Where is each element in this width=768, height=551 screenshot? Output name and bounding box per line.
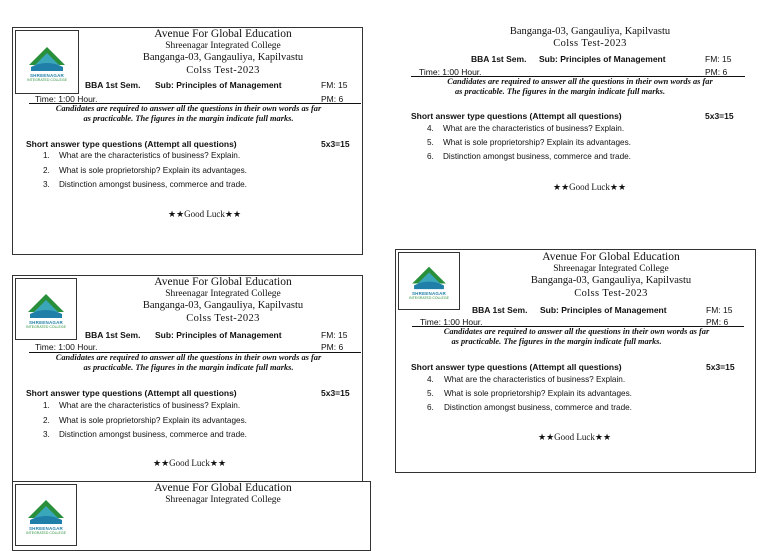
instructions-line-1: Candidates are required to answer all the questions in their own words as far bbox=[443, 327, 710, 336]
test-title: Colss Test-2023 bbox=[574, 288, 648, 299]
college-name: Shreenagar Integrated College bbox=[165, 289, 281, 299]
section-marks: 5x3=15 bbox=[706, 362, 735, 372]
instructions-line-1: Candidates are required to answer all the questions in their own words as far bbox=[55, 353, 322, 362]
instructions-line-2: as practicable. The figures in the margin indicate full marks. bbox=[83, 363, 294, 372]
good-luck: ★★Good Luck★★ bbox=[153, 458, 227, 468]
org-name: Avenue For Global Education bbox=[154, 482, 292, 494]
full-marks: FM: 15 bbox=[321, 80, 348, 90]
college-name: Shreenagar Integrated College bbox=[553, 264, 669, 274]
pass-marks: PM: 6 bbox=[321, 342, 344, 352]
college-logo-icon bbox=[27, 43, 67, 73]
logo-name: SHREENAGAR bbox=[411, 290, 446, 296]
question-number: 4. bbox=[427, 124, 434, 133]
question-number: 3. bbox=[43, 430, 50, 439]
address: Banganga-03, Gangauliya, Kapilvastu bbox=[142, 300, 304, 311]
question-paper-1 bbox=[12, 27, 363, 255]
question-text: Distinction amongst business, commerce and trade. bbox=[59, 430, 247, 439]
instructions-line-2: as practicable. The figures in the margin indicate full marks. bbox=[451, 337, 662, 346]
logo-subtitle: INTEGRATED COLLEGE bbox=[409, 295, 449, 300]
good-luck: ★★Good Luck★★ bbox=[538, 432, 612, 442]
question-paper-5 bbox=[12, 481, 371, 551]
college-logo bbox=[15, 30, 79, 94]
section-heading: Short answer type questions (Attempt all questions) bbox=[26, 139, 237, 149]
question-text: Distinction amongst business, commerce and trade. bbox=[443, 152, 631, 161]
question-number: 6. bbox=[427, 403, 434, 412]
section-heading: Short answer type questions (Attempt all questions) bbox=[411, 111, 622, 121]
address: Banganga-03, Gangauliya, Kapilvastu bbox=[142, 52, 304, 63]
college-logo bbox=[15, 278, 77, 340]
instructions-line-1: Candidates are required to answer all the questions in their own words as far bbox=[55, 104, 322, 113]
instructions-line-2: as practicable. The figures in the margin indicate full marks. bbox=[454, 87, 666, 96]
question-number: 5. bbox=[427, 138, 434, 147]
question-text: Distinction amongst business, commerce and trade. bbox=[444, 403, 632, 412]
class-label: BBA 1st Sem. bbox=[472, 305, 528, 315]
section-heading: Short answer type questions (Attempt all questions) bbox=[26, 388, 237, 398]
logo-subtitle: INTEGRATED COLLEGE bbox=[27, 77, 67, 82]
college-logo-icon bbox=[409, 263, 449, 291]
question-text: What are the characteristics of business? Explain. bbox=[444, 375, 626, 384]
test-title: Colss Test-2023 bbox=[186, 313, 260, 324]
question-number: 3. bbox=[43, 180, 50, 189]
question-paper-3 bbox=[12, 275, 363, 485]
question-text: What is sole proprietorship? Explain its advantages. bbox=[443, 138, 631, 147]
org-name: Avenue For Global Education bbox=[542, 251, 680, 263]
logo-name: SHREENAGAR bbox=[28, 319, 63, 325]
question-paper-4 bbox=[395, 249, 756, 473]
test-title: Colss Test-2023 bbox=[553, 38, 627, 49]
good-luck: ★★Good Luck★★ bbox=[553, 182, 627, 192]
full-marks: FM: 15 bbox=[321, 330, 348, 340]
org-name: Avenue For Global Education bbox=[154, 276, 292, 288]
class-label: BBA 1st Sem. bbox=[85, 330, 141, 340]
college-name: Shreenagar Integrated College bbox=[165, 495, 281, 505]
pass-marks: PM: 6 bbox=[706, 317, 729, 327]
time-label: Time: 1:00 Hour. bbox=[419, 67, 482, 77]
college-name: Shreenagar Integrated College bbox=[165, 41, 281, 51]
instructions-line-1: Candidates are required to answer all the questions in their own words as far bbox=[447, 77, 713, 86]
question-text: What are the characteristics of business? Explain. bbox=[443, 124, 625, 133]
question-number: 1. bbox=[43, 151, 50, 160]
question-text: What are the characteristics of business? Explain. bbox=[59, 401, 241, 410]
logo-name: SHREENAGAR bbox=[28, 525, 63, 531]
logo-name: SHREENAGAR bbox=[29, 72, 64, 78]
subject-label: Sub: Principles of Management bbox=[155, 330, 282, 340]
question-paper-2 bbox=[405, 26, 755, 196]
logo-subtitle: INTEGRATED COLLEGE bbox=[26, 530, 66, 535]
time-label: Time: 1:00 Hour. bbox=[35, 94, 98, 104]
subject-label: Sub: Principles of Management bbox=[540, 305, 667, 315]
time-label: Time: 1:00 Hour. bbox=[35, 342, 98, 352]
full-marks: FM: 15 bbox=[706, 305, 733, 315]
question-number: 1. bbox=[43, 401, 50, 410]
pass-marks: PM: 6 bbox=[321, 94, 344, 104]
question-number: 2. bbox=[43, 416, 50, 425]
section-heading: Short answer type questions (Attempt all questions) bbox=[411, 362, 622, 372]
subject-label: Sub: Principles of Management bbox=[155, 80, 282, 90]
class-label: BBA 1st Sem. bbox=[85, 80, 141, 90]
time-label: Time: 1:00 Hour. bbox=[420, 317, 483, 327]
good-luck: ★★Good Luck★★ bbox=[168, 209, 242, 219]
class-label: BBA 1st Sem. bbox=[471, 54, 527, 64]
question-text: What is sole proprietorship? Explain its advantages. bbox=[444, 389, 632, 398]
subject-label: Sub: Principles of Management bbox=[539, 54, 666, 64]
pass-marks: PM: 6 bbox=[705, 67, 728, 77]
address: Banganga-03, Gangauliya, Kapilvastu bbox=[509, 26, 671, 37]
college-logo-icon bbox=[26, 496, 66, 526]
college-logo bbox=[398, 252, 460, 310]
question-number: 6. bbox=[427, 152, 434, 161]
instructions-line-2: as practicable. The figures in the margin indicate full marks. bbox=[83, 114, 294, 123]
full-marks: FM: 15 bbox=[705, 54, 732, 64]
section-marks: 5x3=15 bbox=[705, 111, 734, 121]
org-name: Avenue For Global Education bbox=[154, 28, 292, 40]
question-text: Distinction amongst business, commerce and trade. bbox=[59, 180, 247, 189]
section-marks: 5x3=15 bbox=[321, 388, 350, 398]
question-text: What is sole proprietorship? Explain its advantages. bbox=[59, 416, 247, 425]
address: Banganga-03, Gangauliya, Kapilvastu bbox=[530, 275, 692, 286]
college-logo bbox=[15, 484, 77, 546]
question-number: 2. bbox=[43, 166, 50, 175]
question-text: What are the characteristics of business? Explain. bbox=[59, 151, 241, 160]
section-marks: 5x3=15 bbox=[321, 139, 350, 149]
question-text: What is sole proprietorship? Explain its advantages. bbox=[59, 166, 247, 175]
logo-subtitle: INTEGRATED COLLEGE bbox=[26, 324, 66, 329]
question-number: 5. bbox=[427, 389, 434, 398]
question-number: 4. bbox=[427, 375, 434, 384]
college-logo-icon bbox=[26, 290, 66, 320]
test-title: Colss Test-2023 bbox=[186, 65, 260, 76]
